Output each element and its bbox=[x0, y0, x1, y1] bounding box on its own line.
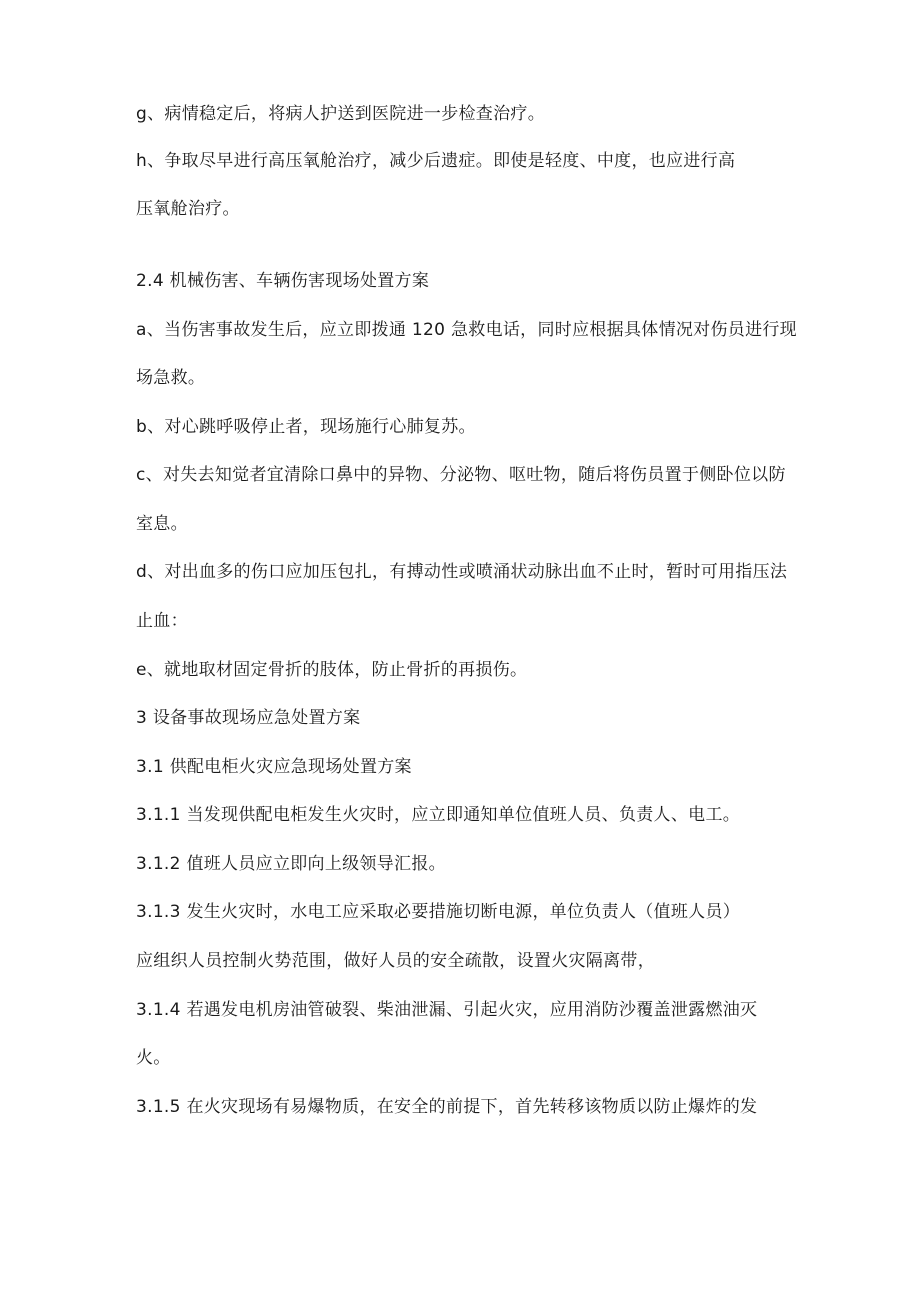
item-3-1-4-cont: 火。 bbox=[136, 1048, 171, 1068]
section-heading-3-1: 3.1 供配电柜火灾应急现场处置方案 bbox=[136, 757, 412, 777]
item-3-1-4: 3.1.4 若遇发电机房油管破裂、柴油泄漏、引起火灾，应用消防沙覆盖泄露燃油灭 bbox=[136, 1000, 758, 1020]
text-line-d-cont: 止血： bbox=[136, 611, 188, 631]
text-line-e: e、就地取材固定骨折的肢体，防止骨折的再损伤。 bbox=[136, 660, 528, 680]
item-3-1-5: 3.1.5 在火灾现场有易爆物质，在安全的前提下，首先转移该物质以防止爆炸的发 bbox=[136, 1097, 758, 1117]
text-line-a-cont: 场急救。 bbox=[136, 368, 206, 388]
text-line-a: a、当伤害事故发生后，应立即拨通 120 急救电话，同时应根据具体情况对伤员进行现 bbox=[136, 320, 797, 340]
text-line-h: h、争取尽早进行高压氧舱治疗，减少后遗症。即使是轻度、中度，也应进行高 bbox=[136, 151, 736, 171]
item-3-1-2: 3.1.2 值班人员应立即向上级领导汇报。 bbox=[136, 854, 446, 874]
section-heading-3: 3 设备事故现场应急处置方案 bbox=[136, 708, 361, 728]
item-3-1-1: 3.1.1 当发现供配电柜发生火灾时，应立即通知单位值班人员、负责人、电工。 bbox=[136, 805, 741, 825]
item-3-1-3-cont: 应组织人员控制火势范围，做好人员的安全疏散，设置火灾隔离带， bbox=[136, 951, 655, 971]
section-heading-2-4: 2.4 机械伤害、车辆伤害现场处置方案 bbox=[136, 271, 430, 291]
item-3-1-3: 3.1.3 发生火灾时，水电工应采取必要措施切断电源，单位负责人（值班人员） bbox=[136, 902, 741, 922]
text-line-c-cont: 室息。 bbox=[136, 514, 188, 534]
text-line-c: c、对失去知觉者宜清除口鼻中的异物、分泌物、呕吐物，随后将伤员置于侧卧位以防 bbox=[136, 465, 786, 485]
text-line-g: g、病情稳定后，将病人护送到医院进一步检查治疗。 bbox=[136, 104, 545, 124]
text-line-d: d、对出血多的伤口应加压包扎，有搏动性或喷涌状动脉出血不止时，暂时可用指压法 bbox=[136, 562, 788, 582]
text-line-b: b、对心跳呼吸停止者，现场施行心肺复苏。 bbox=[136, 417, 476, 437]
text-line-h-cont: 压氧舱治疗。 bbox=[136, 199, 240, 219]
